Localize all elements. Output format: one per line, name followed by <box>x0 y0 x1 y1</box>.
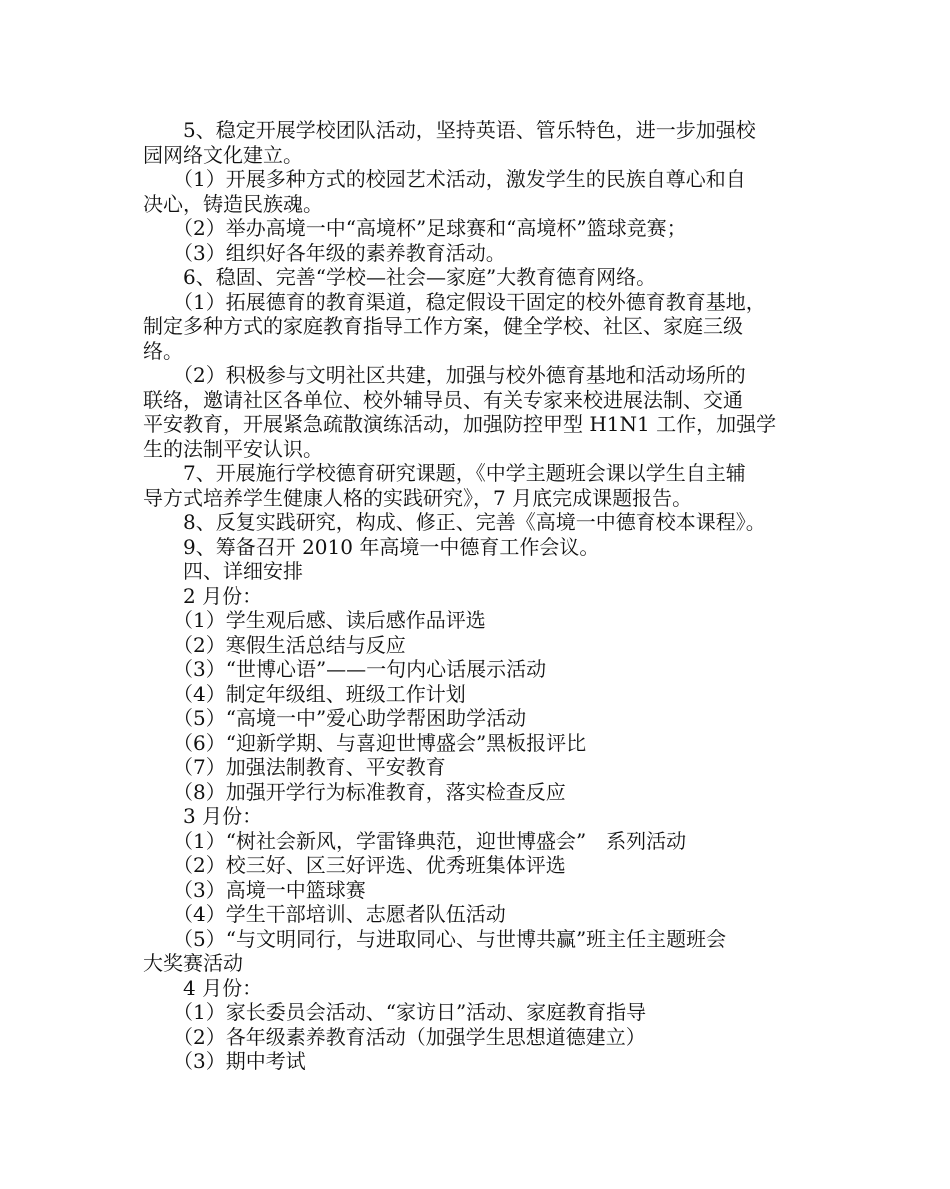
section-heading: 四、详细安排 <box>143 559 303 583</box>
paragraph-line: （3）组织好各年级的素养教育活动。 <box>143 240 506 265</box>
paragraph-line: 导方式培养学生健康人格的实践研究》，7 月底完成课题报告。 <box>143 485 693 510</box>
list-item: （2）寒假生活总结与反应 <box>143 632 406 657</box>
paragraph-line: （2）举办高境一中“高境杯”足球赛和“高境杯”篮球竞赛； <box>143 216 687 240</box>
list-item: （1）“树社会新风，学雷锋典范，迎世博盛会” 系列活动 <box>143 828 687 853</box>
paragraph-line: （1）开展多种方式的校园艺术活动，激发学生的民族自尊心和自 <box>143 167 746 191</box>
list-item: （5）“与文明同行，与进取同心、与世博共赢”班主任主题班会 <box>143 926 727 951</box>
month-heading: 4 月份： <box>143 975 263 1000</box>
paragraph-line: 生的法制平安认识。 <box>143 436 323 461</box>
paragraph-line: （2）积极参与文明社区共建，加强与校外德育基地和活动场所的 <box>143 363 746 387</box>
list-item: （3）高境一中篮球赛 <box>143 877 366 902</box>
list-item: （3）期中考试 <box>143 1049 306 1073</box>
month-heading: 2 月份： <box>143 583 263 608</box>
paragraph-line: 园网络文化建立。 <box>143 142 303 167</box>
paragraph-line: 联络，邀请社区各单位、校外辅导员、有关专家来校进展法制、交通 <box>143 387 743 412</box>
paragraph-line: 5、稳定开展学校团队活动，坚持英语、管乐特色，进一步加强校 <box>143 118 756 142</box>
list-item: （4）学生干部培训、志愿者队伍活动 <box>143 902 506 926</box>
paragraph-line: 6、稳固、完善“学校—社会—家庭”大教育德育网络。 <box>143 265 657 289</box>
paragraph-line: 决心，铸造民族魂。 <box>143 191 323 216</box>
month-heading: 3 月份： <box>143 804 263 828</box>
list-item: （5）“高境一中”爱心助学帮困助学活动 <box>143 706 527 730</box>
paragraph-line: 制定多种方式的家庭教育指导工作方案，健全学校、社区、家庭三级 <box>143 314 743 338</box>
paragraph-line: 络。 <box>143 338 183 363</box>
paragraph-line: （1）拓展德育的教育渠道，稳定假设干固定的校外德育教育基地， <box>143 289 766 314</box>
paragraph-line: 7、开展施行学校德育研究课题，《中学主题班会课以学生自主辅 <box>143 461 746 485</box>
paragraph-line: 平安教育，开展紧急疏散演练活动，加强防控甲型 H1N1 工作，加强学 <box>143 412 777 436</box>
document-body <box>143 118 823 1074</box>
list-item: 大奖赛活动 <box>143 951 243 975</box>
list-item: （3）“世博心语”——一句内心话展示活动 <box>143 657 547 681</box>
list-item: （8）加强开学行为标准教育，落实检查反应 <box>143 779 566 804</box>
list-item: （2）各年级素养教育活动（加强学生思想道德建立） <box>143 1024 646 1049</box>
paragraph-line: 8、反复实践研究，构成、修正、完善《高境一中德育校本课程》。 <box>143 510 766 534</box>
list-item: （6）“迎新学期、与喜迎世博盛会”黑板报评比 <box>143 730 587 755</box>
list-item: （2）校三好、区三好评选、优秀班集体评选 <box>143 853 566 877</box>
list-item: （4）制定年级组、班级工作计划 <box>143 681 466 706</box>
paragraph-line: 9、筹备召开 2010 年高境一中德育工作会议。 <box>143 534 600 559</box>
list-item: （1）家长委员会活动、“家访日”活动、家庭教育指导 <box>143 1000 647 1024</box>
list-item: （1）学生观后感、读后感作品评选 <box>143 608 486 632</box>
list-item: （7）加强法制教育、平安教育 <box>143 755 446 779</box>
